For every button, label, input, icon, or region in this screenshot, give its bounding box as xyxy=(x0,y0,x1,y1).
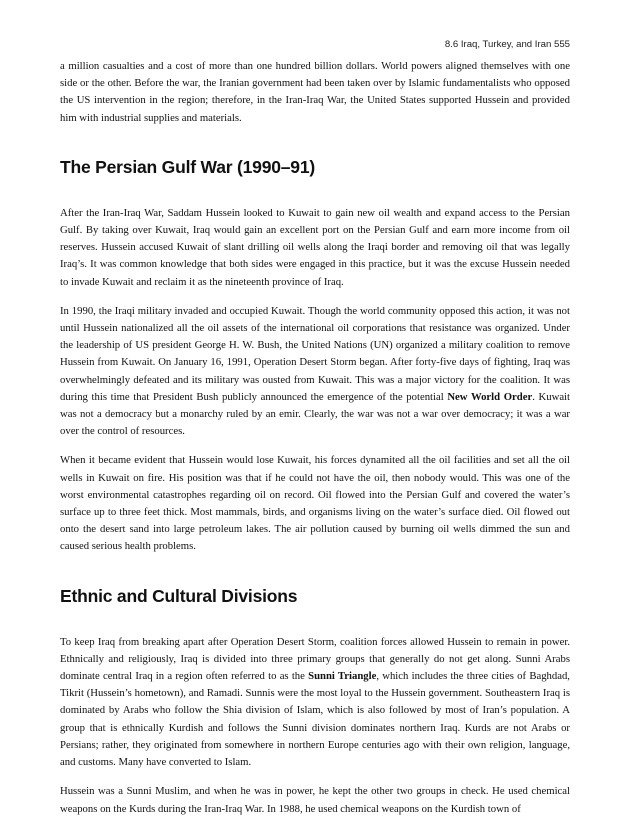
paragraph-invasion-motive: After the Iran-Iraq War, Saddam Hussein looked to Kuwait to gain new oil wealth and expand access to the Persian Gulf. By taking over Kuwait, Iraq would gain an excellent port on the Persian Gulf and earn more income from oil reserves. Hussein accused Kuwait of slant drilling oil wells along the Iraqi border and removing oil that was legally Iraq’s. It was common knowledge that both sides were engaged in this practice, but it was the excuse Hussein needed to invade Kuwait and reclaim it as the nineteenth province of Iraq. xyxy=(60,206,570,288)
section-heading-ethnic-divisions: Ethnic and Cultural Divisions xyxy=(60,585,298,606)
section-heading-persian-gulf-war: The Persian Gulf War (1990–91) xyxy=(60,156,315,177)
paragraph-oil-fires: When it became evident that Hussein would lose Kuwait, his forces dynamited all the oil facilities and set all the oil wells in Kuwait on fire. His position was that if he could not have the oil, then nobody would. This was one of the worst environmental catastrophes regarding oil on record. Oil flowed into the Persian Gulf and covered the water’s surface up to three feet thick. Most mammals, birds, and organisms living on the water’s surface died. Oil flowed out onto the desert sand into large petroleum lakes. The air pollution caused by burning oil wells dimmed the sun and caused serious health problems. xyxy=(60,454,570,553)
key-term-new-world-order: New World Order xyxy=(447,390,533,403)
running-head: 8.6 Iraq, Turkey, and Iran 555 xyxy=(444,39,570,50)
paragraph-text: To keep Iraq from breaking apart after Operation Desert Storm, coalition forces allowed Hussein to remain in power. Ethnically and religiously, Iraq is divided into three primary groups that generally do not get along. Sunni Arabs dominate central Iraq in a region often referred to as the xyxy=(60,635,570,683)
intro-paragraph: a million casualties and a cost of more than one hundred billion dollars. World powers aligned themselves with one side or the other. Before the war, the Iranian government had been taken over by Islamic fundamentalists who opposed the US intervention in the region; therefore, in the Iran-Iraq War, the United States supported Hussein and provided him with industrial supplies and materials. xyxy=(60,60,570,124)
paragraph-text: . Kuwait was not a democracy but a monarchy ruled by an emir. Clearly, the war was not a war over democracy; it was a war over the control of resources. xyxy=(60,390,570,438)
paragraph-hussein-chemical-weapons: Hussein was a Sunni Muslim, and when he was in power, he kept the other two groups in check. He used chemical weapons on the Kurds during the Iran-Iraq War. In 1988, he used chemical weapons on the Kurdish town of xyxy=(60,785,570,815)
paragraph-text: In 1990, the Iraqi military invaded and occupied Kuwait. Though the world community opposed this action, it was not until Hussein nationalized all the oil assets of the international oil corporations that resistance was organized. Under the leadership of US president George H. W. Bush, the United Nations (UN) organized a military coalition to remove Hussein from Kuwait. On January 16, 1991, Operation Desert Storm began. After forty-five days of fighting, Iraq was overwhelmingly defeated and its military was ousted from Kuwait. This was a major victory for the coalition. It was during this time that President Bush publicly announced the emergence of the potential xyxy=(60,304,570,403)
paragraph-ethnic-groups xyxy=(60,634,570,772)
paragraph-text: , which includes the three cities of Baghdad, Tikrit (Hussein’s hometown), and Ramadi. Sunnis were the most loyal to the Hussein government. Southeastern Iraq is dominated by Arabs who follow the Shia division of Islam, which is also followed by most of Iran’s population. A group that is ethnically Kurdish and follows the Sunni division dominates northern Iraq. Kurds are not Arabs or Persians; rather, they originated from somewhere in northern Europe centuries ago with their own religion, language, and customs. Many have converted to Islam. xyxy=(60,670,570,769)
paragraph-desert-storm xyxy=(60,303,570,441)
key-term-sunni-triangle: Sunni Triangle xyxy=(308,670,377,683)
